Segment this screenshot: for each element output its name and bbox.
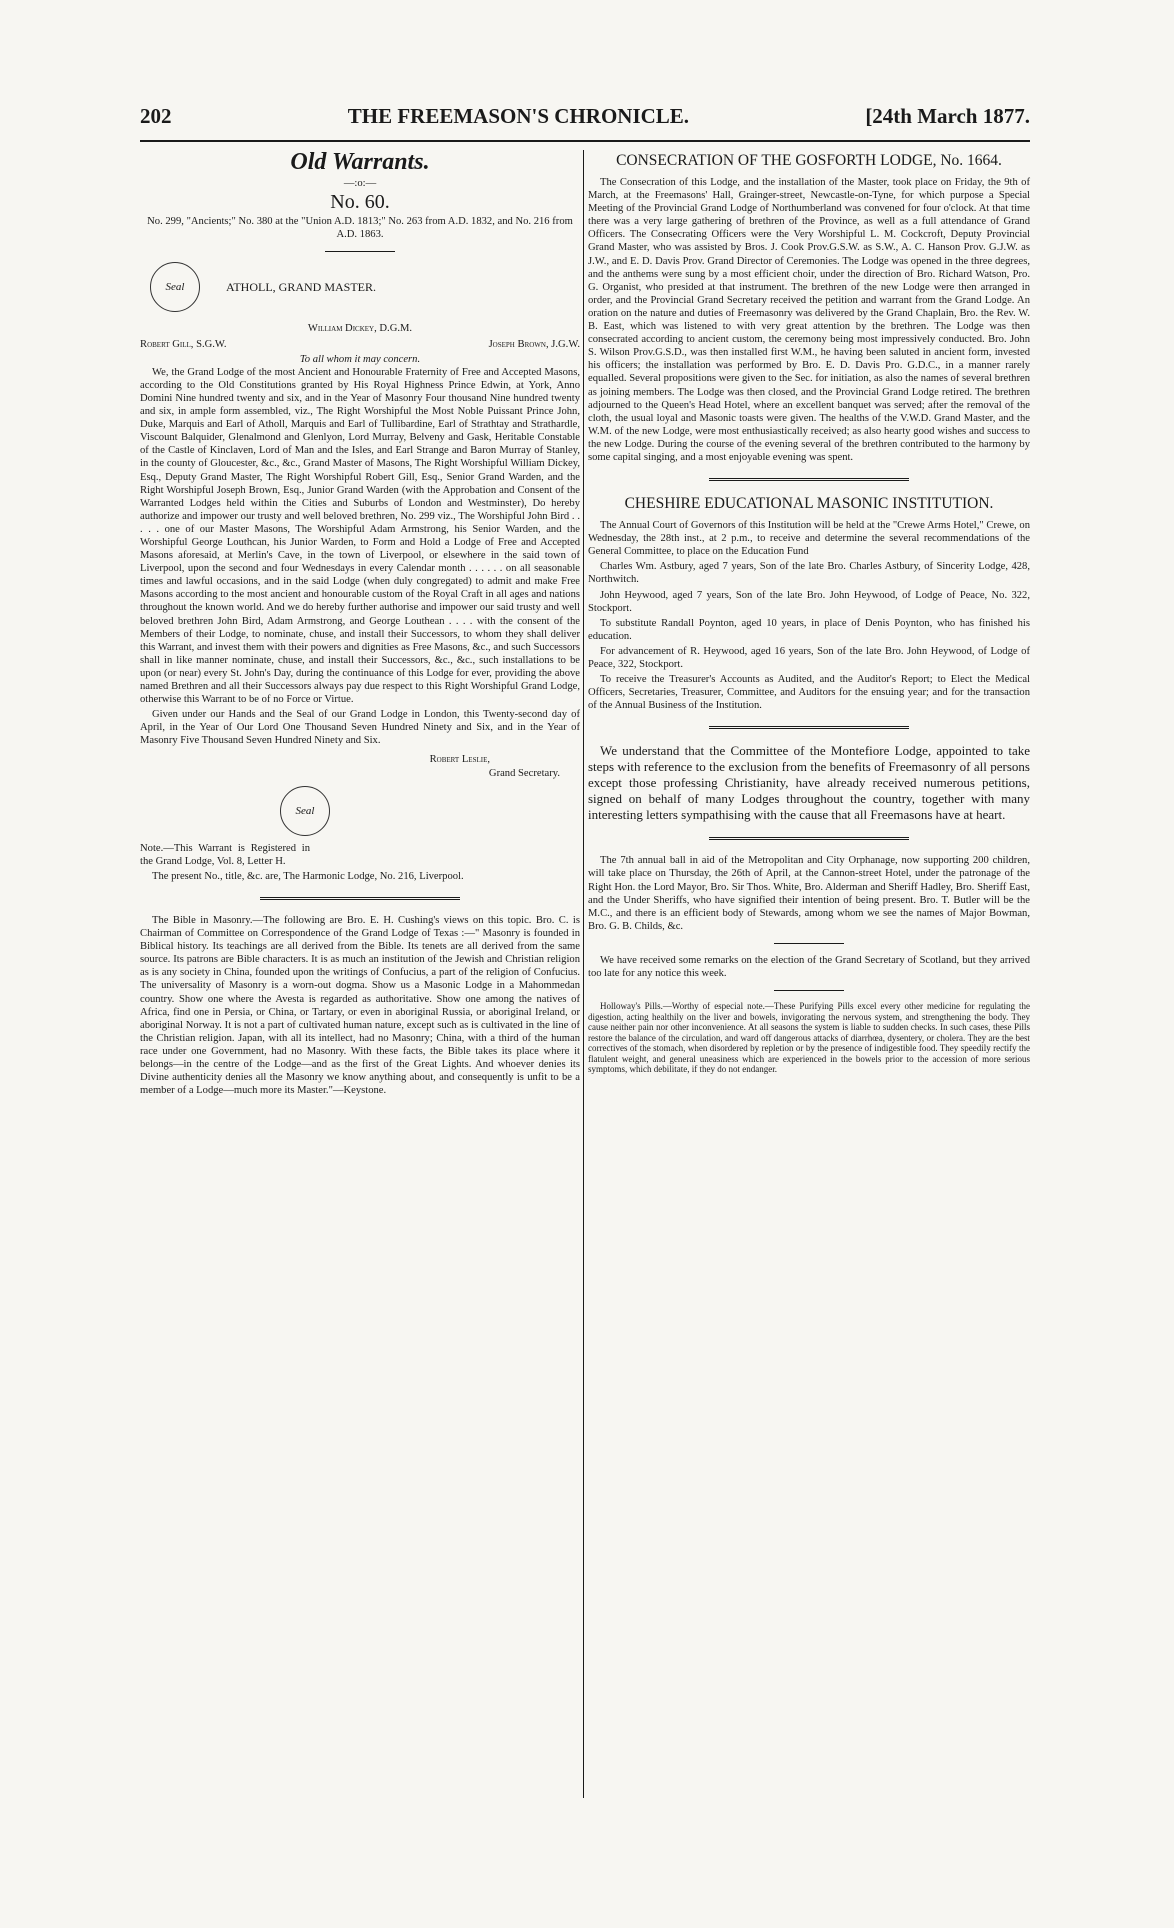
left-column bbox=[140, 150, 580, 1099]
issue-date: [24th March 1877. bbox=[865, 104, 1030, 128]
divider bbox=[709, 478, 909, 481]
signer-title: Grand Secretary. bbox=[488, 767, 560, 779]
seal-row bbox=[150, 262, 580, 312]
seal-icon: Seal bbox=[150, 262, 200, 312]
holloway-advert: Holloway's Pills.—Worthy of especial note.—These Purifying Pills excel every other medicine for regulating the digestion, acting healthily on the liver and bowels, invigorating the nervous system, and strengthening the body. They cause neither pain nor other inconvenience. At all seasons the system is liable to sudden checks. In such cases, these Pills restore the balance of the circulation, and ward off dangerous attacks of diarrhœa, dysentery, or cholera. They are the best correctives of the stomach, when disordered by repletion or by the presence of indigestible food. They speedily rectify the flatulent weight, and general uneasiness which are experienced in the bowels prior to the accession of more serious symptoms, which debilitate, if they do not endanger. bbox=[588, 1001, 1030, 1075]
wardens bbox=[140, 338, 580, 351]
warrant-text: We, the Grand Lodge of the most Ancient and Honourable Fraternity of Free and Accepted Masons, according to the Old Constitutions granted by His Royal Highness Prince Edwin, at York, Anno Domini Nine hundred twenty and six, and in the Year of Masonry Four thousand Nine hundred twenty and six, in ample form assembled, viz., The Right Worshipful the Most Noble Puissant Prince John, Duke, Marquis and Earl of Atholl, Marquis and Earl of Tullibardine, Earl of Strathtay and Strathardle, Viscount Balquider, Glenalmond and Glenlyon, Lord Murray, Belveny and Gask, Heritable Constable of the Castle of Kinclaven, Lord of Man and the Isles, and Earl Strange and Baron Murray of Stanley, in the county of Gloucester, &c., &c., Grand Master of Masons, The Right Worshipful William Dickey, Esq., Deputy Grand Master, The Right Worshipful Robert Gill, Esq., Senior Grand Warden, and the Right Worshipful Joseph Brown, Esq., Junior Grand Warden (with the Approbation and Consent of the Warranted Lodges held within the Cities and Suburbs of London and Westminster), Do hereby authorize and impower our trusty and well beloved brethren, No. 299 viz., The Worshipful John Bird . . . . . one of our Master Masons, The Worshipful Adam Armstrong, his Senior Warden, and the Worshipful George Louthcan, his Junior Warden, to Form and Hold a Lodge of Free and Accepted Masons aforesaid, at Merlin's Cave, in the town of Liverpool, or elsewhere in the said town of Liverpool, upon the second and four Wednesdays in every Calendar month . . . . . . on all seasonable times and lawful occasions, and in the said Lodge (when duly congregated) to admit and make Free Masons according to the most ancient and honourable custom of the Royal Craft in all ages and nations throughout the known world. And we do hereby further authorise and impower our said trusty and well beloved brethren John Bird, Adam Armstrong, and George Louthean . . . . with the consent of the Members of their Lodge, to nominate, chuse, and install their Successors, to whom they shall deliver this Warrant, and invest them with their powers and dignities as Free Masons, &c., and such Successors shall in like manner nominate, chuse, and install their Successors, &c., &c., such installations to be upon (or near) every St. John's Day, during the continuance of this Lodge for ever, providing the above named Brethren and all their Successors always pay due respect to this Right Worshipful Grand Lodge, otherwise this Warrant to be of no Force or Virtue. bbox=[140, 366, 580, 706]
right-column bbox=[588, 150, 1030, 1077]
gosforth-title: CONSECRATION OF THE GOSFORTH LODGE, No. 1664. bbox=[616, 152, 1002, 169]
seal-icon: Seal bbox=[280, 786, 330, 836]
section-title: Old Warrants. bbox=[290, 149, 430, 175]
divider bbox=[774, 943, 844, 944]
divider bbox=[774, 990, 844, 991]
cheshire-item: Charles Wm. Astbury, aged 7 years, Son of the late Bro. Charles Astbury, of Sincerity Lodge, 428, Northwitch. bbox=[588, 561, 1030, 586]
page-header bbox=[140, 104, 1030, 138]
cheshire-item: John Heywood, aged 7 years, Son of the late Bro. John Heywood, of Lodge of Peace, No. 322, Stockport. bbox=[588, 589, 1030, 614]
header-rule bbox=[140, 140, 1030, 142]
salutation: To all whom it may concern. bbox=[299, 353, 421, 365]
grand-master: ATHOLL, GRAND MASTER. bbox=[226, 279, 376, 294]
ball-text: The 7th annual ball in aid of the Metropolitan and City Orphanage, now supporting 200 children, will take place on Thursday, the 26th of April, at the Cannon-street Hotel, under the patronage of the Right Hon. the Lord Mayor, Bro. Sir Thos. White, Bro. Alderman and Sheriff Hadley, Bro. Sheriff East, and the Under Sheriffs, who have signified their intention of being present. Bro. T. Butler will be the M.C., and there is an efficient body of Stewards, among whom we see the names of Major Bowman, Bro. G. B. Childs, &c. bbox=[588, 855, 1030, 932]
divider bbox=[260, 897, 460, 900]
cheshire-item: For advancement of R. Heywood, aged 16 years, Son of the late Bro. John Heywood, of Lodge of Peace, 322, Stockport. bbox=[588, 645, 1030, 670]
deputy-grand-master: William Dickey, D.G.M. bbox=[307, 323, 413, 335]
warrant-subtitle: No. 299, "Ancients;" No. 380 at the "Union A.D. 1813;" No. 263 from A.D. 1832, and No. 216 from A.D. 1863. bbox=[147, 216, 573, 241]
senior-warden: Robert Gill, S.G.W. bbox=[140, 338, 227, 350]
registration-note: Note.—This Warrant is Registered in the Grand Lodge, Vol. 8, Letter H. bbox=[140, 842, 310, 867]
ornament: —:o:— bbox=[343, 178, 377, 190]
cheshire-text: The Annual Court of Governors of this Institution will be held at the "Crewe Arms Hotel," Crewe, on Wednesday, the 28th inst., at 2 p.m., to receive and determine the several recommendations of the General Committee, to place on the Education Fund bbox=[588, 520, 1030, 558]
scotland-text: We have received some remarks on the election of the Grand Secretary of Scotland, but they arrived too late for any notice this week. bbox=[588, 954, 1030, 980]
publication-title: THE FREEMASON'S CHRONICLE. bbox=[347, 104, 690, 128]
cheshire-title: CHESHIRE EDUCATIONAL MASONIC INSTITUTION. bbox=[624, 495, 994, 513]
bible-in-masonry: The Bible in Masonry.—The following are Bro. E. H. Cushing's views on this topic. Bro. C. is Chairman of Committee on Correspondence of the Grand Lodge of Texas :—" Masonry is founded in Biblical history. Its teachings are all derived from the Bible. Its tenets are all derived from the same source. Its patrons are Bible characters. It is as much an institution of the Jewish and Christian religion as is any society in China, founded upon the writings of Confucius, a part of the religion of Confucius. The universality of Masonry is a worn-out dogma. Show us a Masonic Lodge in a Mahommedan country. Show one where the Avesta is regarded as authoritative. Show one among the natives of Africa, find one in Persia, or China, or Tartary, or even in aboriginal Russia, or aboriginal Ireland, or aboriginal Norway. It is not a part of cultivated human nature, except such as is cultivated in the line of the Christian religion. Japan, with all its intellect, had no Masonry; China, with a third of the human race under one Government, had no Masonry. With these facts, the Bible takes its place where it belongs—in the centre of the Lodge—and as the first of the Great Lights. And whoever denies its Divine authenticity denies all the Masonry we know anything about, and consequently is unfit to be a member of a Lodge—much more its Master."—Keystone. bbox=[140, 914, 580, 1097]
gosforth-text: The Consecration of this Lodge, and the installation of the Master, took place on Friday, the 9th of March, at the Freemasons' Hall, Grainger-street, Newcastle-on-Tyne, for which purpose a Special Meeting of the Provincial Grand Lodge of Northumberland was convened for four o'clock. At that time there was a very large gathering of brethren of the Province, as well as a full attendance of Grand Officers. The Consecrating Officers were the Very Worshipful L. M. Cockcroft, Deputy Provincial Grand Master, who was assisted by Bros. J. Cook Prov.G.S.W. as S.W., A. C. Hanson Prov. G.J.W. as J.W., and E. D. Davis Prov. Grand Director of Ceremonies. The Lodge was opened in the three degrees, and the anthems were sung by a most efficient choir, under the direction of Bro. Richard Watson, Pro. G. Organist, who presided at that instrument. The brethren of the new Lodge were then arranged in order, and the Provincial Grand Secretary received the petition and warrant from the Grand Lodge. An oration on the nature and duties of Freemasonry was delivered by the Grand Chaplain, Bro. the Rev. W. B. East, which was listened to with very great attention by the brethren. The Lodge was then consecrated according to ancient custom, the ceremony being most impressively conducted. Bro. John S. Wilson Prov.G.S.D., was then installed first W.M., he having been saluted in ancient form, invested his officers; the installation was performed by Bro. E. D. Davis Pro. G.D.C., in a manner rarely equalled. Several propositions were given to the Sec. for initiation, as also the names of several brethren as joining members. The Lodge was then closed, and the Provincial Grand Lodge retired. The brethren adjourned to the Queen's Head Hotel, where an excellent banquet was served; after the removal of the cloth, the usual loyal and Masonic toasts were given. The healths of the V.W.D. Grand Master, and the W.M. of the new Lodge, were most enthusiastically received; as also hearty good wishes and success to the new Lodge. During the course of the evening several of the brethren contributed to the harmony by some capital singing, and a most enjoyable evening was spent. bbox=[588, 177, 1030, 463]
divider bbox=[709, 837, 909, 840]
cheshire-item: To receive the Treasurer's Accounts as Audited, and the Auditor's Report; to Elect the Medical Officers, Secretaries, Treasurer, Committee, and Auditors for the ensuing year; and for the transaction of the Annual Business of the Institution. bbox=[588, 674, 1030, 712]
page-number: 202 bbox=[140, 104, 172, 128]
signer: Robert Leslie, bbox=[429, 754, 490, 766]
divider bbox=[325, 251, 395, 252]
warrant-given: Given under our Hands and the Seal of our Grand Lodge in London, this Twenty-second day of April, in the Year of Our Lord One Thousand Seven Hundred Ninety and Six, and in the Year of Masonry Five Thousand Seven Hundred Ninety and Six. bbox=[140, 709, 580, 747]
warrant-number: No. 60. bbox=[330, 191, 390, 214]
divider bbox=[709, 726, 909, 729]
montefiore-text: We understand that the Committee of the Montefiore Lodge, appointed to take steps with reference to the exclusion from the benefits of Freemasonry of all persons except those professing Christianity, have already received numerous petitions, signed on behalf of many Lodges throughout the country, together with many interesting letters sympathising with the cause that all Freemasons have at heart. bbox=[588, 743, 1030, 823]
cheshire-item: To substitute Randall Poynton, aged 10 years, in place of Denis Poynton, who has finished his education. bbox=[588, 617, 1030, 642]
column-divider bbox=[583, 150, 584, 1798]
junior-warden: Joseph Brown, J.G.W. bbox=[488, 338, 580, 350]
present-number: The present No., title, &c. are, The Harmonic Lodge, No. 216, Liverpool. bbox=[152, 870, 464, 882]
